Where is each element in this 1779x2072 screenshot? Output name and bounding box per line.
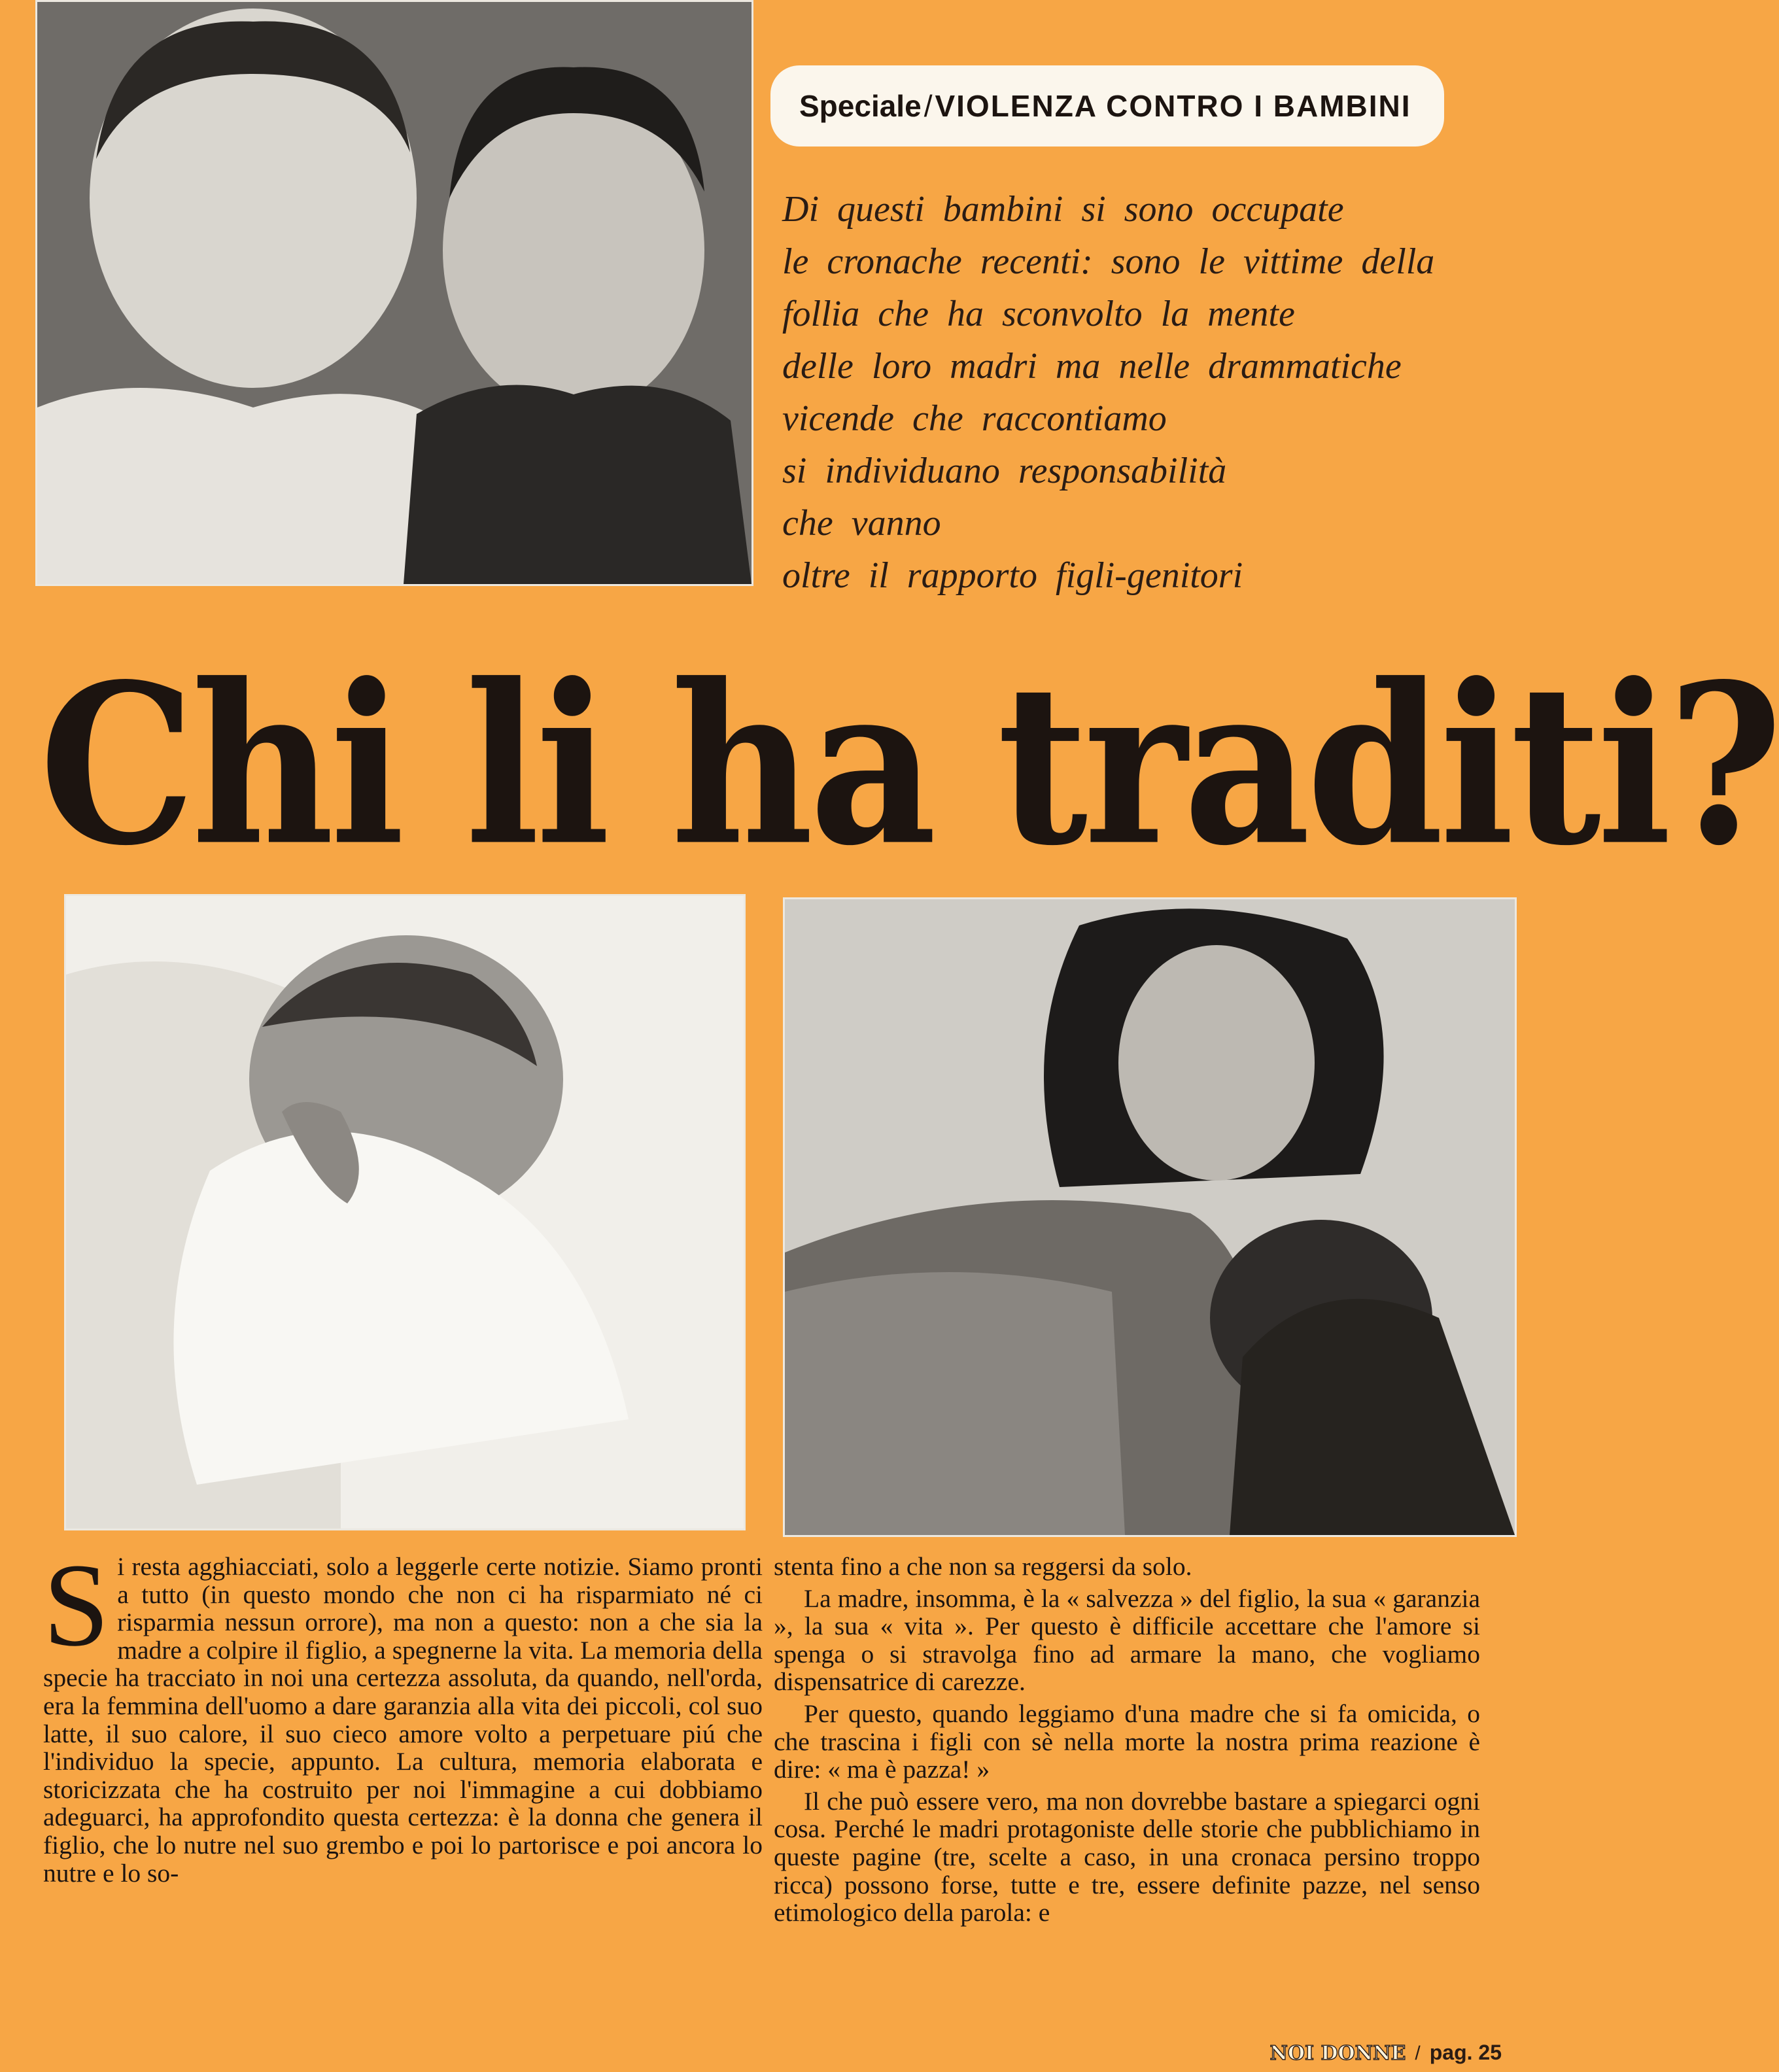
body-paragraph-text: i resta agghiacciati, solo a leggerle certe notizie. Siamo pronti a tutto (in questo mondo che non ci ha risparmiato né ci risparmia nessun orrore), ma non a questo: non a che sia la madre a colpire il figlio, a spegnerne la vita. La memoria della specie ha tracciato in noi una certezza assoluta, da quando, nell'orda, era la femmina dell'uomo a dare garanzia alla vita dei piccoli, col suo latte, il suo calore, il suo cieco amore volto a perpetuare piú che l'individuo la specie, appunto. La cultura, memoria elaborata e storicizzata che ha costruito per noi l'immagine a cui dobbiamo adeguarci, ha approfondito questa certezza: è la donna che genera il figlio, che lo nutre nel suo grembo e poi lo partorisce e poi ancora lo nutre e lo so- (43, 1552, 763, 1888)
body-paragraph: Per questo, quando leggiamo d'una madre che si fa omicida, o che trascina i figli con sè nella morte la nostra prima reazione è dire: « ma è pazza! » (774, 1699, 1480, 1784)
page-number: pag. 25 (1429, 2041, 1502, 2064)
standfirst-line: si individuano responsabilità (782, 451, 1227, 491)
magazine-name: NOI DONNE (1269, 2042, 1406, 2065)
body-paragraph: La madre, insomma, è la « salvezza » del figlio, la sua « garanzia », la sua « vita ». Per questo è difficile accettare che l'amore si spenga o si stravolga fino ad armare la mano, che vogliamo dispensatrice di carezze. (774, 1583, 1480, 1697)
body-paragraph: stenta fino a che non sa reggersi da solo. (774, 1552, 1192, 1581)
standfirst-line: follia che ha sconvolto la mente (782, 294, 1295, 334)
photo-two-boys (35, 0, 753, 586)
headline: Chi li ha traditi? (39, 635, 1779, 894)
standfirst-line: oltre il rapporto figli-genitori (782, 555, 1243, 596)
photo-infant-illustration (66, 896, 744, 1528)
standfirst-line: Di questi bambini si sono occupate (782, 189, 1344, 230)
body-column-left (43, 1540, 763, 1888)
body-paragraph (43, 1540, 763, 1888)
photo-infant (64, 894, 746, 1530)
body-column-right (774, 1553, 1480, 1927)
page-folio (1270, 2041, 1502, 2065)
section-topic: VIOLENZA CONTRO I BAMBINI (935, 89, 1411, 123)
drop-cap: S (43, 1540, 110, 1671)
section-banner (770, 65, 1444, 147)
standfirst-line: che vanno (782, 503, 941, 544)
standfirst-line: le cronache recenti: sono le vittime della (782, 241, 1435, 282)
section-separator: / (924, 89, 933, 123)
photo-mother (783, 897, 1517, 1537)
standfirst-line: vicende che raccontiamo (782, 398, 1167, 439)
standfirst-line: delle loro madri ma nelle drammatiche (782, 346, 1402, 387)
standfirst (782, 183, 1476, 602)
body-paragraph: Il che può essere vero, ma non dovrebbe bastare a spiegarci ogni cosa. Perché le madri protagoniste delle storie che pubblichiamo in queste pagine (tre, scelte a caso, in una cronaca persino troppo ricca) possono forse, tutte e tre, essere definite pazze, nel senso etimologico della parola: e (774, 1786, 1480, 1927)
photo-mother-illustration (785, 899, 1515, 1535)
folio-separator: / (1415, 2043, 1421, 2064)
section-label: Speciale (799, 89, 922, 123)
photo-two-boys-illustration (37, 2, 751, 584)
